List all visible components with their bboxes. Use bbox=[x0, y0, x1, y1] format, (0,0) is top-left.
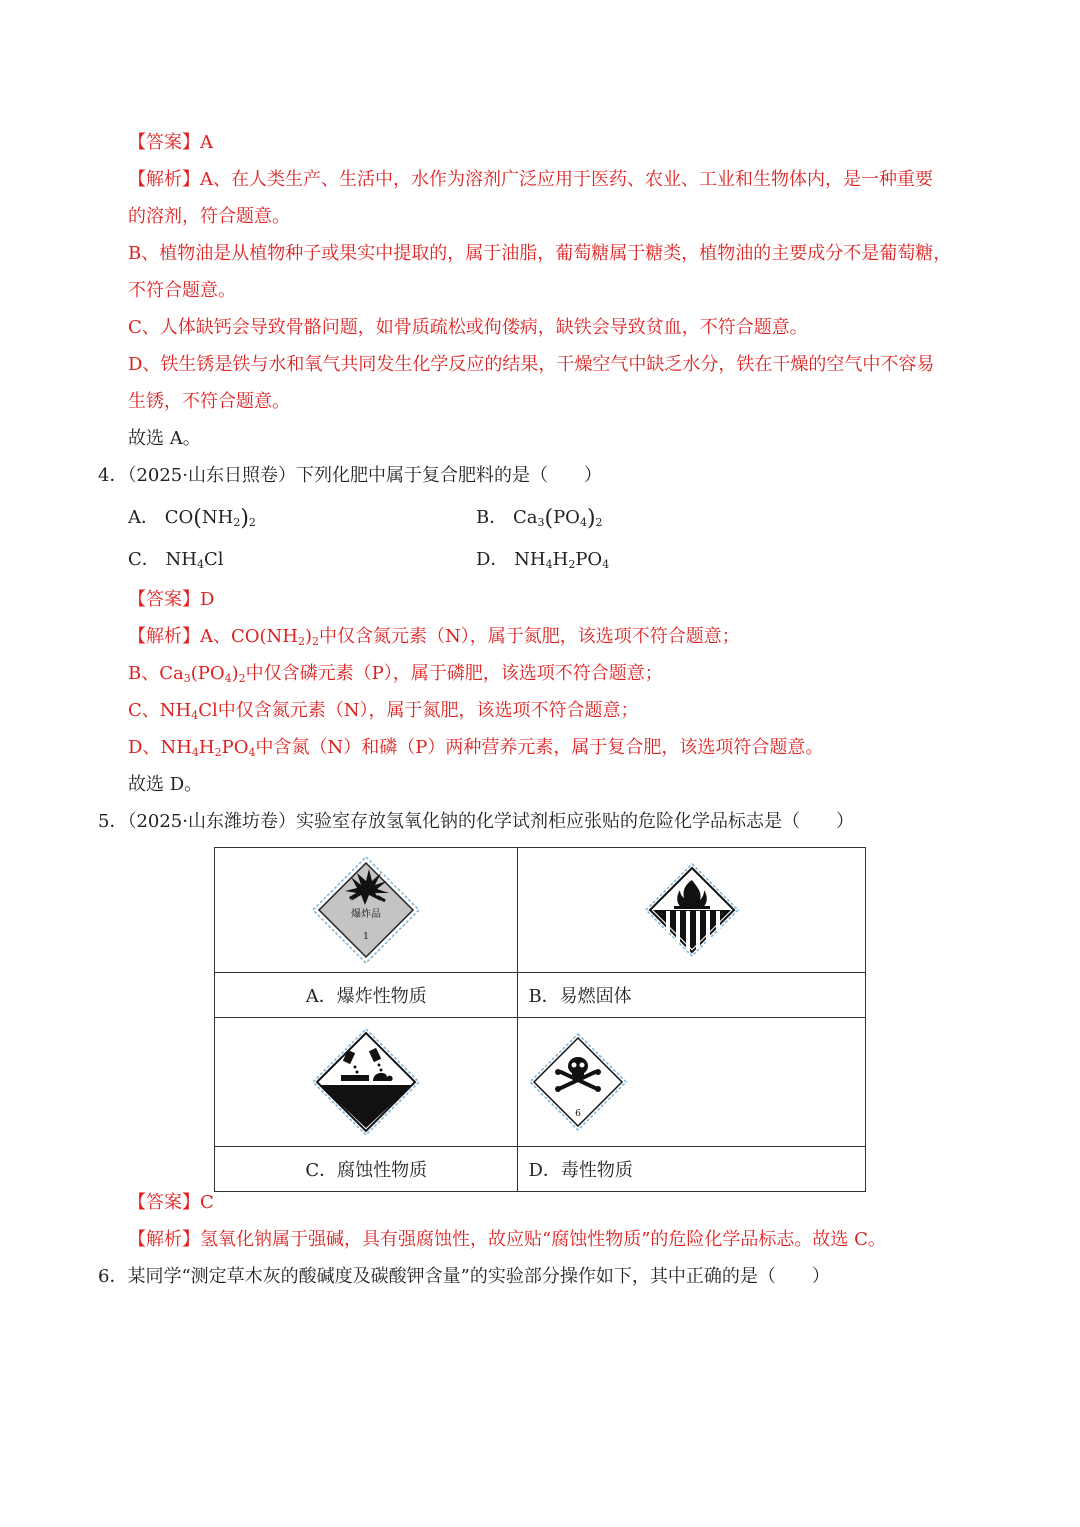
q5-stem: 5．（2025·山东潍坊卷）实验室存放氢氧化钠的化学试剂柜应张贴的危险化学品标志是（ ） bbox=[98, 811, 854, 832]
q4-analysis-line-1: 【解析】A、$CO(NH_2)_2$中仅含氮元素（N），属于氮肥，该选项不符合题意； bbox=[128, 626, 740, 648]
q4-option-b: B． $Ca_3(PO_4)_2$ bbox=[476, 506, 603, 531]
flammable-solid-sign-icon bbox=[644, 862, 740, 958]
option-label: B． bbox=[476, 507, 508, 528]
q4-analysis-line-3: C、$NH_4Cl$中仅含氮元素（N），属于氮肥，该选项不符合题意； bbox=[128, 700, 639, 722]
hazard-sign-table bbox=[214, 847, 866, 1192]
analysis-prefix: B、 bbox=[128, 663, 160, 684]
analysis-prefix: D、 bbox=[128, 737, 161, 758]
q4-option-c: C． $NH_4Cl$ bbox=[128, 549, 224, 571]
analysis-text: 中仅含氮元素（N），属于氮肥，该选项不符合题意； bbox=[319, 626, 740, 647]
analysis-text: 中仅含氮元素（N），属于氮肥，该选项不符合题意； bbox=[217, 700, 639, 721]
q4-analysis-line-2: B、$Ca_3(PO_4)_2$中仅含磷元素（P），属于磷肥，该选项不符合题意； bbox=[128, 663, 663, 685]
q4-option-d: D． $NH_4H_2PO_4$ bbox=[476, 549, 610, 571]
q5-answer: 【答案】C bbox=[128, 1192, 214, 1213]
option-label: C． bbox=[128, 549, 160, 570]
explosive-sign-icon bbox=[311, 855, 421, 965]
sign-cell-flammable-solid bbox=[518, 848, 866, 973]
analysis-tag: 【解析】 bbox=[128, 626, 200, 647]
toxic-sign-icon bbox=[528, 1032, 628, 1132]
sign-cell-toxic bbox=[518, 1018, 866, 1147]
corrosive-sign-icon bbox=[311, 1027, 421, 1137]
analysis-prefix: A、 bbox=[200, 626, 231, 647]
sign-cell-corrosive bbox=[215, 1018, 518, 1147]
q4-stem: 4．（2025·山东日照卷）下列化肥中属于复合肥料的是（ ） bbox=[98, 465, 602, 486]
q5-analysis bbox=[128, 1227, 886, 1253]
explosive-sign-label: 爆炸品 bbox=[351, 909, 382, 920]
q3-analysis-line-6: D、铁生锈是铁与水和氧气共同发生化学反应的结果，干燥空气中缺乏水分，铁在干燥的空气中不容易 bbox=[128, 354, 935, 375]
q3-analysis-line-2: 的溶剂，符合题意。 bbox=[128, 206, 290, 227]
sign-cell-explosive bbox=[215, 848, 518, 973]
q3-conclusion: 故选 A。 bbox=[128, 428, 201, 449]
caption-toxic: D．毒性物质 bbox=[518, 1147, 866, 1192]
q3-analysis-line-4: 不符合题意。 bbox=[128, 280, 236, 301]
explosive-sign-number: 1 bbox=[363, 932, 370, 942]
option-label: D． bbox=[476, 549, 509, 570]
q4-analysis-line-4: D、$NH_4H_2PO_4$中含氮（N）和磷（P）两种营养元素，属于复合肥，该选项符合题意。 bbox=[128, 737, 824, 759]
q4-answer: 【答案】D bbox=[128, 589, 215, 610]
analysis-text: 氢氧化钠属于强碱，具有强腐蚀性，故应贴“腐蚀性物质”的危险化学品标志。故选 C。 bbox=[200, 1229, 886, 1250]
analysis-prefix: C、 bbox=[128, 700, 160, 721]
q3-analysis-line-5: C、人体缺钙会导致骨骼问题，如骨质疏松或佝偻病，缺铁会导致贫血，不符合题意。 bbox=[128, 317, 808, 338]
q3-analysis-line-7: 生锈，不符合题意。 bbox=[128, 391, 290, 412]
q3-answer: 【答案】A bbox=[128, 132, 213, 153]
analysis-text: A、在人类生产、生活中，水作为溶剂广泛应用于医药、农业、工业和生物体内，是一种重要 bbox=[200, 169, 933, 190]
q6-stem: 6．某同学“测定草木灰的酸碱度及碳酸钾含量”的实验部分操作如下，其中正确的是（ ） bbox=[98, 1266, 830, 1287]
option-label: A． bbox=[128, 507, 159, 528]
caption-flammable-solid: B．易燃固体 bbox=[518, 973, 866, 1018]
q3-analysis-line-3: B、植物油是从植物种子或果实中提取的，属于油脂，葡萄糖属于糖类，植物油的主要成分不是葡萄糖， bbox=[128, 243, 952, 264]
analysis-text: 中仅含磷元素（P），属于磷肥，该选项不符合题意； bbox=[245, 663, 663, 684]
analysis-text: 中含氮（N）和磷（P）两种营养元素，属于复合肥，该选项符合题意。 bbox=[255, 737, 824, 758]
q3-analysis-line-1 bbox=[128, 167, 933, 193]
analysis-tag: 【解析】 bbox=[128, 1229, 200, 1250]
toxic-sign-number: 6 bbox=[575, 1109, 582, 1119]
q4-option-a: A． $CO(NH_2)_2$ bbox=[128, 506, 256, 531]
analysis-tag: 【解析】 bbox=[128, 169, 200, 190]
caption-explosive: A．爆炸性物质 bbox=[215, 973, 518, 1018]
caption-corrosive: C．腐蚀性物质 bbox=[215, 1147, 518, 1192]
q4-conclusion: 故选 D。 bbox=[128, 774, 203, 795]
